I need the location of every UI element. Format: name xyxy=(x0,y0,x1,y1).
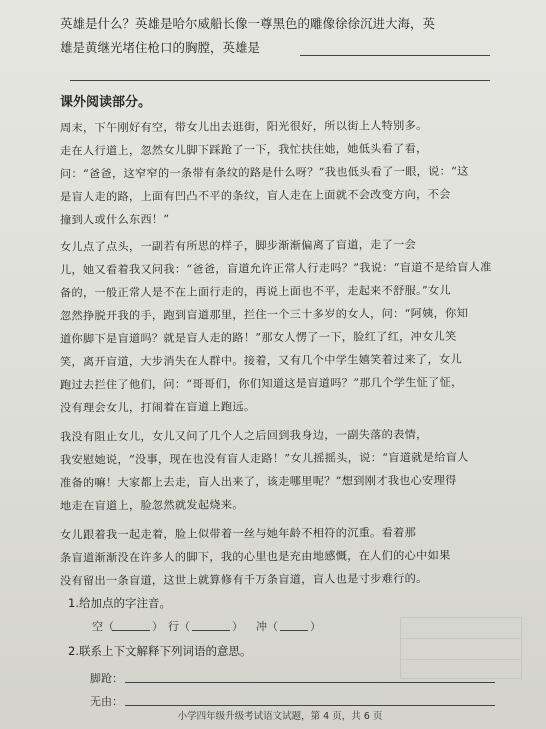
passage-line: 准备的嘛！大家都上去走，盲人出来了，该走哪里呢？”想到刚才我也心安理得 xyxy=(59,473,457,490)
passage-line: 女儿点了点头，一副若有所思的样子，脚步渐渐偏离了盲道，走了一会 xyxy=(59,238,417,254)
passage-line: 我没有阻止女儿，女儿又问了几个人之后回到我身边，一副失落的表情， xyxy=(59,428,428,444)
pinyin-label-3: 冲（ xyxy=(256,620,278,633)
question-line-1: 英雄是什么？英雄是哈尔威船长像一尊黑色的雕像徐徐沉进大海，英 xyxy=(60,16,436,31)
passage-line: 地走在盲道上，脸忽然就发起烧来。 xyxy=(59,498,244,513)
passage-line: 没有理会女儿，打闹着在盲道上跑远。 xyxy=(59,400,256,415)
pinyin-blank-2[interactable] xyxy=(192,630,230,631)
page-footer: 小学四年级升级考试语文试题，第 4 页，共 6 页 xyxy=(177,711,383,722)
passage-line: 问：“爸爸，这窄窄的一条带有条纹的路是什么呀？”我也低头看了一眼，说：“这 xyxy=(59,164,469,181)
show-through-table xyxy=(400,617,522,679)
word-label-1: 脚跄： xyxy=(90,672,123,685)
pinyin-label-1: 空（ xyxy=(92,620,114,633)
passage-line: 我安慰她说，“没事，现在也没有盲人走路！”女儿摇摇头，说：“盲道就是给盲人 xyxy=(59,450,469,467)
passage-line: 女儿跟着我一起走着，脸上似带着一丝与她年龄不相符的沉重。看着那 xyxy=(59,526,417,542)
passage-line: 备的，一般正常人是不在上面行走的，再说上面也不平，走起来不舒服。”女儿 xyxy=(59,283,452,300)
passage-line: 周末，下午刚好有空，带女儿出去逛街，阳光很好，所以街上人特别多。 xyxy=(59,119,428,135)
passage-line: 忽然挣脱开我的手，跑到盲道那里，拦住一个三十多岁的女人，问：“阿姨，你知 xyxy=(59,306,469,323)
question-line-2: 雄是黄继光堵住枪口的胸膛，英雄是 xyxy=(60,40,261,55)
passage-line: 笑，离开盲道，大步消失在人群中。接着，又有几个中学生嬉笑着过来了，女儿 xyxy=(59,352,463,369)
passage-line: 跑过去拦住了他们，问：“哥哥们，你们知道这是盲道吗？”那几个学生怔了怔， xyxy=(59,375,463,392)
passage-line: 道你脚下是盲道吗？就是盲人走的路！”那女人愣了一下，脸红了红，冲女儿笑 xyxy=(59,329,457,346)
passage-line: 没有留出一条盲道，这世上就算修有千万条盲道，盲人也是寸步难行的。 xyxy=(59,572,428,588)
pinyin-blank-3[interactable] xyxy=(280,630,308,631)
pinyin-close-1: ） xyxy=(152,620,163,633)
section-title: 课外阅读部分。 xyxy=(60,95,152,110)
pinyin-close-3: ） xyxy=(310,620,321,633)
definition-blank-2[interactable] xyxy=(125,705,495,706)
word-label-2: 无由： xyxy=(90,695,123,708)
pinyin-close-2: ） xyxy=(232,620,243,633)
passage-line: 儿，她又看着我又问我：“爸爸，盲道允许正常人行走吗？”我说：“盲道不是给盲人准 xyxy=(59,260,492,277)
pinyin-blank-1[interactable] xyxy=(112,630,150,631)
definition-blank-1[interactable] xyxy=(125,682,495,683)
pinyin-label-2: 行（ xyxy=(168,620,190,633)
passage-line: 是盲人走的路，上面有凹凸不平的条纹，盲人走在上面就不会改变方向，不会 xyxy=(59,187,451,204)
answer-blank-1[interactable] xyxy=(300,55,490,56)
passage-line: 撞到人或什么东西！” xyxy=(59,212,170,227)
answer-blank-2[interactable] xyxy=(70,80,490,81)
passage-line: 条盲道渐渐没在许多人的脚下，我的心里也是充由地感慨，在人们的心中如果 xyxy=(59,548,451,565)
question-1: 1.给加点的字注音。 xyxy=(68,596,171,610)
question-2: 2.联系上下文解释下列词语的意思。 xyxy=(68,644,252,658)
passage-line: 走在人行道上，忽然女儿脚下踩跄了一下，我忙扶住她，她低头看了看， xyxy=(59,142,428,158)
